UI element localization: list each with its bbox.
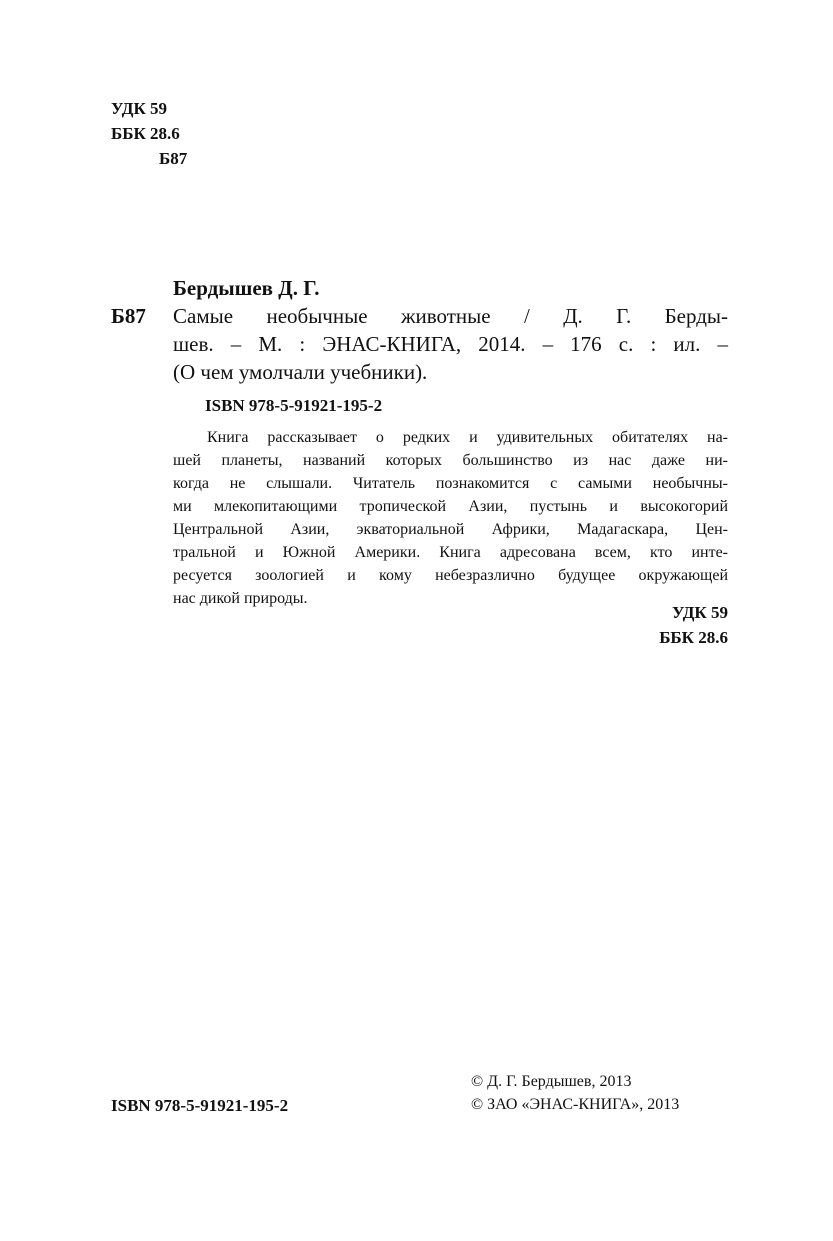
annotation-line: ми млекопитающими тропической Азии, пустынь и высокогорий (173, 498, 728, 515)
copyright-author: © Д. Г. Бердышев, 2013 (471, 1073, 632, 1090)
title-line-3: (О чем умолчали учебники). (173, 360, 428, 384)
catalog-isbn: ISBN 978-5-91921-195-2 (205, 396, 383, 415)
udk-code: УДК 59 (111, 99, 168, 118)
footer-isbn: ISBN 978-5-91921-195-2 (111, 1096, 289, 1115)
annotation-line: нас дикой природы. (173, 590, 308, 607)
copyright-block (471, 1070, 679, 1116)
annotation-line: когда не слышали. Читатель познакомится с самыми необычны- (173, 475, 728, 492)
bibliographic-description (173, 302, 728, 386)
annotation-line: Центральной Азии, экваториальной Африки, Мадагаскара, Цен- (173, 521, 728, 538)
annotation (173, 426, 728, 610)
title-line-1: Самые необычные животные / Д. Г. Берды- (173, 304, 728, 328)
udk-code: УДК 59 (671, 603, 728, 622)
annotation-line: Книга рассказывает о редких и удивительных обитателях на- (207, 429, 728, 446)
classification-codes-bottom (659, 600, 728, 650)
copyright-publisher: © ЗАО «ЭНАС-КНИГА», 2013 (471, 1096, 680, 1113)
bbk-code: ББК 28.6 (111, 124, 180, 143)
title-line-2: шев. – М. : ЭНАС-КНИГА, 2014. – 176 с. : ил. – (173, 332, 728, 356)
annotation-line: ресуется зоологией и кому небезразлично будущее окружающей (173, 567, 728, 584)
author-heading: Бердышев Д. Г. (173, 276, 320, 300)
classification-codes-top (111, 96, 187, 171)
annotation-line: шей планеты, названий которых большинство из нас даже ни- (173, 452, 728, 469)
annotation-line: тральной и Южной Америки. Книга адресована всем, кто инте- (173, 544, 728, 561)
author-mark: Б87 (159, 149, 188, 168)
bbk-code: ББК 28.6 (659, 628, 728, 647)
catalog-author-mark: Б87 (111, 304, 146, 328)
